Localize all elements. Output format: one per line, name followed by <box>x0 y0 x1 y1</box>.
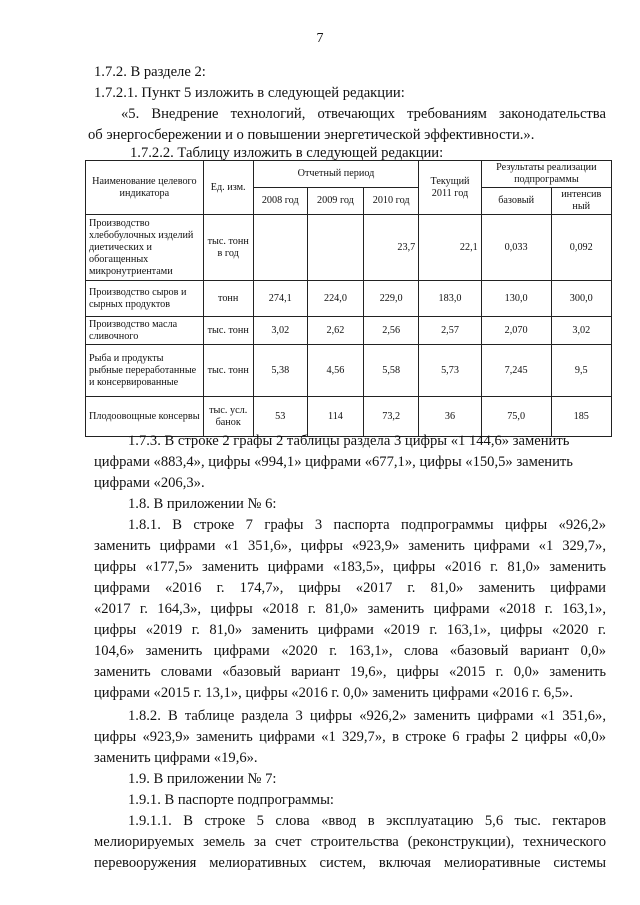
cell-intensive: 3,02 <box>551 317 611 345</box>
cell-unit: тыс. тонн <box>203 317 253 345</box>
paragraph-1-8-1-line-4: цифрами «2016 г. 174,7», цифры «2017 г. 81,0» заменить цифрами <box>94 580 606 596</box>
paragraph-1-7-2-2: 1.7.2.2. Таблицу изложить в следующей редакции: <box>130 145 444 161</box>
header-indicator-name: Наименование целевого индикатора <box>86 161 204 215</box>
cell-current: 2,57 <box>419 317 481 345</box>
cell-2008 <box>253 215 307 281</box>
cell-current: 36 <box>419 397 481 437</box>
paragraph-1-8-1-line-1: 1.8.1. В строке 7 графы 3 паспорта подпрограммы цифры «926,2» <box>128 517 606 533</box>
cell-2009: 4,56 <box>307 345 363 397</box>
cell-unit: тыс. тонн в год <box>203 215 253 281</box>
paragraph-1-8-2-line-3: заменить цифрами «19,6». <box>94 750 258 766</box>
cell-base: 130,0 <box>481 281 551 317</box>
paragraph-1-8-1-line-7: 104,6» заменить цифрами «2020 г. 163,1», слова «базовый вариант 0,0» <box>94 643 606 659</box>
paragraph-1-7-3-line-2: цифрами «883,4», цифры «994,1» цифрами «677,1», цифры «150,5» заменить <box>94 454 573 470</box>
cell-2009: 224,0 <box>307 281 363 317</box>
paragraph-1-7-3-line-3: цифрами «206,3». <box>94 475 205 491</box>
paragraph-1-8-2-line-1: 1.8.2. В таблице раздела 3 цифры «926,2» заменить цифрами «1 351,6», <box>128 708 606 724</box>
cell-intensive: 9,5 <box>551 345 611 397</box>
cell-2009 <box>307 215 363 281</box>
cell-2008: 5,38 <box>253 345 307 397</box>
paragraph-1-8-1-line-2: заменить цифрами «1 351,6», цифры «923,9» заменить цифрами «1 329,7», <box>94 538 606 554</box>
header-reporting-period: Отчетный период <box>253 161 419 188</box>
paragraph-quote-line-2: об энергосбережении и о повышении энергетической эффективности.». <box>88 127 535 143</box>
cell-2008: 3,02 <box>253 317 307 345</box>
header-base: базовый <box>481 188 551 215</box>
page-number: 7 <box>316 31 324 46</box>
paragraph-quote-line-1: «5. Внедрение технологий, отвечающих требованиям законодательства <box>121 106 606 122</box>
cell-2010: 229,0 <box>364 281 419 317</box>
table-row <box>86 317 612 345</box>
header-current-year: Текущий 2011 год <box>419 161 481 215</box>
paragraph-1-9-1: 1.9.1. В паспорте подпрограммы: <box>128 792 334 808</box>
cell-2010: 5,58 <box>364 345 419 397</box>
cell-name: Производство сыров и сырных продуктов <box>86 281 204 317</box>
paragraph-1-7-2-1: 1.7.2.1. Пункт 5 изложить в следующей редакции: <box>94 85 405 101</box>
table-row <box>86 215 612 281</box>
table-row <box>86 281 612 317</box>
header-2008: 2008 год <box>253 188 307 215</box>
cell-base: 75,0 <box>481 397 551 437</box>
header-results: Результаты реализации подпрограммы <box>481 161 611 188</box>
paragraph-1-8-2-line-2: цифры «923,9» заменить цифрами «1 329,7», в строке 6 графы 2 цифры «0,0» <box>94 729 606 745</box>
cell-name: Плодоовощные консервы <box>86 397 204 437</box>
table-row <box>86 345 612 397</box>
paragraph-1-8-1-line-9: цифрами «2015 г. 13,1», цифры «2016 г. 0,0» заменить цифрами «2016 г. 6,5». <box>94 685 573 701</box>
cell-base: 0,033 <box>481 215 551 281</box>
cell-base: 2,070 <box>481 317 551 345</box>
cell-2009: 114 <box>307 397 363 437</box>
cell-2008: 53 <box>253 397 307 437</box>
cell-2010: 73,2 <box>364 397 419 437</box>
paragraph-1-7-3-line-1: 1.7.3. В строке 2 графы 2 таблицы раздела 3 цифры «1 144,6» заменить <box>128 433 570 449</box>
header-intensive: интенсив ный <box>551 188 611 215</box>
paragraph-1-8-1-line-6: цифры «2019 г. 81,0» заменить цифрами «2019 г. 163,1», цифры «2020 г. <box>94 622 606 638</box>
cell-name: Производство масла сливочного <box>86 317 204 345</box>
header-2010: 2010 год <box>364 188 419 215</box>
cell-unit: тыс. тонн <box>203 345 253 397</box>
target-indicators-table <box>85 160 612 437</box>
cell-2008: 274,1 <box>253 281 307 317</box>
cell-current: 22,1 <box>419 215 481 281</box>
header-unit: Ед. изм. <box>203 161 253 215</box>
paragraph-1-7-2: 1.7.2. В разделе 2: <box>94 64 206 80</box>
cell-unit: тыс. усл. банок <box>203 397 253 437</box>
cell-2009: 2,62 <box>307 317 363 345</box>
cell-2010: 2,56 <box>364 317 419 345</box>
paragraph-1-8-1-line-5: «2017 г. 164,3», цифры «2018 г. 81,0» заменить цифрами «2018 г. 163,1», <box>94 601 606 617</box>
cell-name: Производство хлебобулочных изделий диетических и обогащенных микронутриентами <box>86 215 204 281</box>
cell-2010: 23,7 <box>364 215 419 281</box>
paragraph-1-9-1-1-line-3: перевооружения мелиоративных систем, включая мелиоративные системы <box>94 855 606 871</box>
paragraph-1-9-1-1-line-1: 1.9.1.1. В строке 5 слова «ввод в эксплуатацию 5,6 тыс. гектаров <box>128 813 606 829</box>
paragraph-1-8-1-line-3: цифры «177,5» заменить цифрами «183,5», цифры «2016 г. 81,0» заменить <box>94 559 606 575</box>
cell-intensive: 300,0 <box>551 281 611 317</box>
cell-unit: тонн <box>203 281 253 317</box>
cell-name: Рыба и продукты рыбные переработанные и консервированные <box>86 345 204 397</box>
paragraph-1-8: 1.8. В приложении № 6: <box>128 496 277 512</box>
header-2009: 2009 год <box>307 188 363 215</box>
cell-intensive: 0,092 <box>551 215 611 281</box>
cell-intensive: 185 <box>551 397 611 437</box>
cell-current: 183,0 <box>419 281 481 317</box>
paragraph-1-9-1-1-line-2: мелиорируемых земель за счет строительства (реконструкции), технического <box>94 834 606 850</box>
paragraph-1-8-1-line-8: заменить словами «базовый вариант 19,6», цифры «2015 г. 0,0» заменить <box>94 664 606 680</box>
paragraph-1-9: 1.9. В приложении № 7: <box>128 771 277 787</box>
cell-current: 5,73 <box>419 345 481 397</box>
cell-base: 7,245 <box>481 345 551 397</box>
